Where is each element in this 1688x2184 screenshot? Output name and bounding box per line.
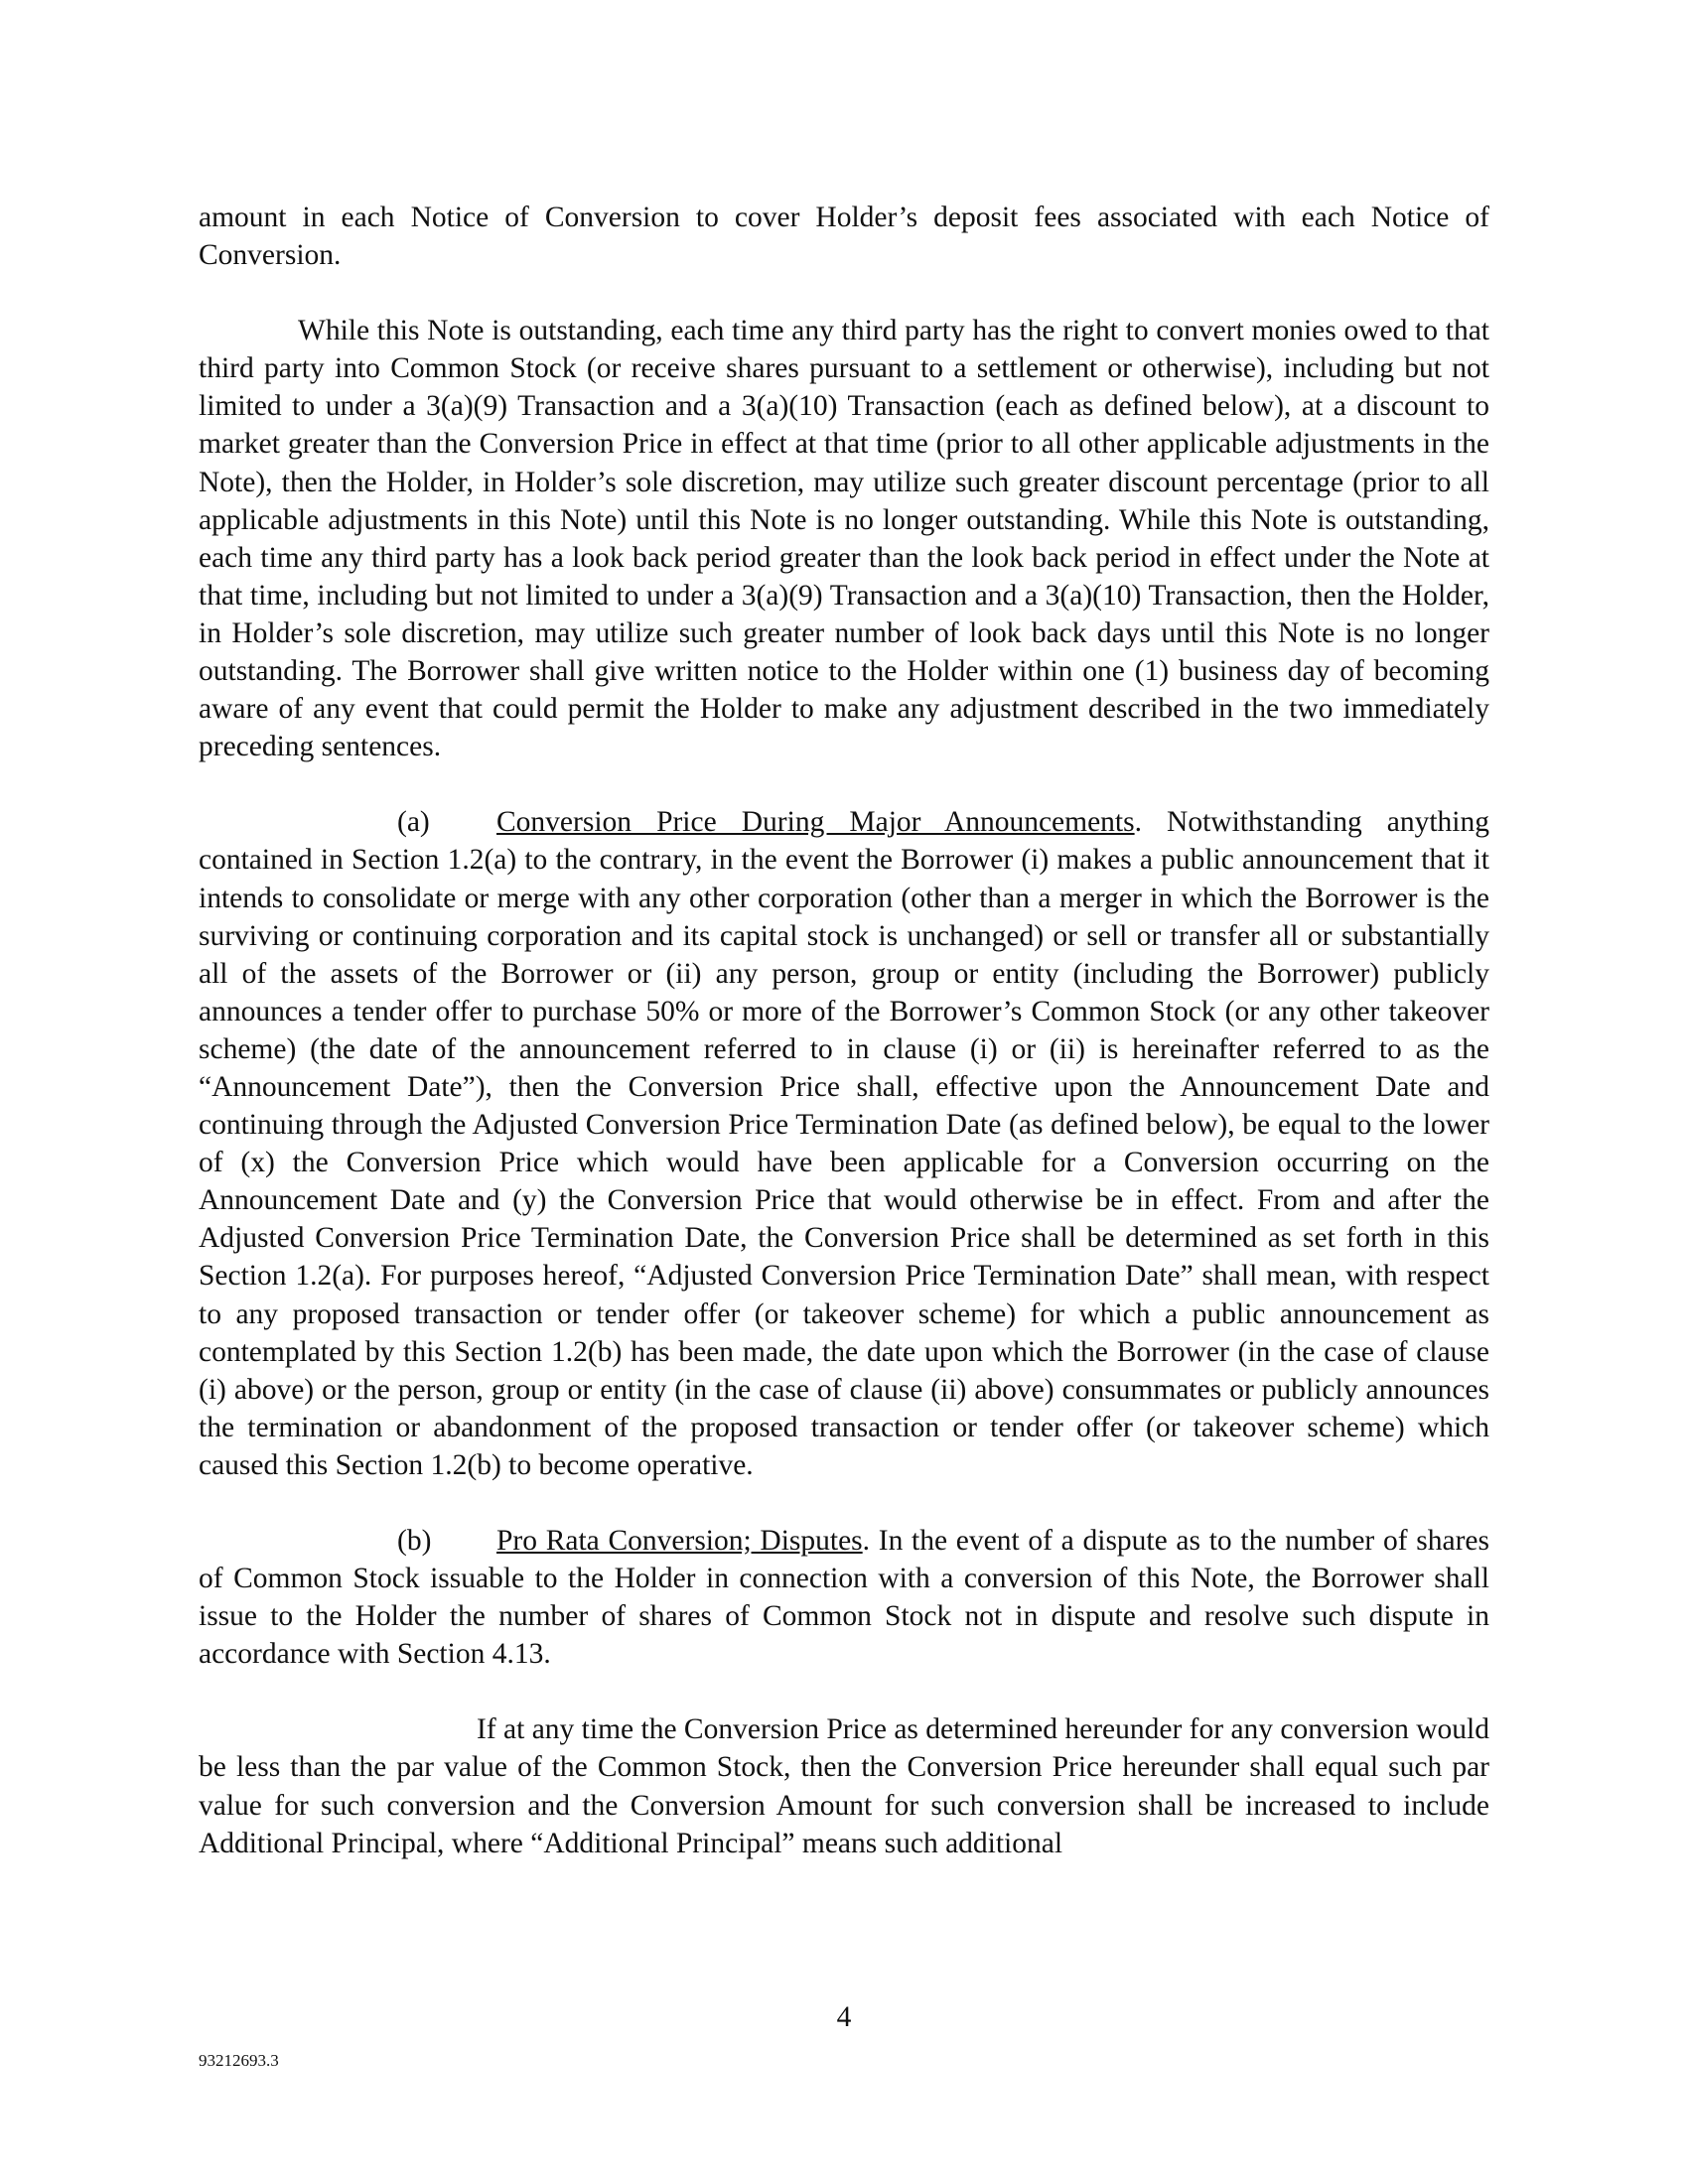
section-b-body: . In the event of a dispute as to the number of shares of Common Stock issuable to the Holder in connection with a conversion of this Note, the Borrower shall issue to the Holder the number of shares of Common Stock not in dispute and resolve such dispute in accordance with Section 4.13. — [199, 1525, 1489, 1671]
document-body — [199, 199, 1489, 1900]
paragraph-par-value: If at any time the Conversion Price as determined hereunder for any conversion would be less than the par value of the Common Stock, then the Conversion Price hereunder shall equal such par value for such conversion and the Conversion Amount for such conversion shall be increased to include Additional Principal, where “Additional Principal” means such additional — [199, 1713, 1489, 1859]
section-a-body: . Notwithstanding anything contained in Section 1.2(a) to the contrary, in the event the Borrower (i) makes a public announcement that it intends to consolidate or merge with any other corporation (other than a merger in which the Borrower is the surviving or continuing corporation and its capital stock is unchanged) or sell or transfer all or substantially all of the assets of the Borrower or (ii) any person, group or entity (including the Borrower) publicly announces a tender offer to purchase 50% or more of the Borrower’s Common Stock (or any other takeover scheme) (the date of the announcement referred to in clause (i) or (ii) is hereinafter referred to as the “Announcement Date”), then the Conversion Price shall, effective upon the Announcement Date and continuing through the Adjusted Conversion Price Termination Date (as defined below), be equal to the lower of (x) the Conversion Price which would have been applicable for a Conversion occurring on the Announcement Date and (y) the Conversion Price that would otherwise be in effect. From and after the Adjusted Conversion Price Termination Date, the Conversion Price shall be determined as set forth in this Section 1.2(a). For purposes hereof, “Adjusted Conversion Price Termination Date” shall mean, with respect to any proposed transaction or tender offer (or takeover scheme) for which a public announcement as contemplated by this Section 1.2(b) has been made, the date upon which the Borrower (in the case of clause (i) above) or the person, group or entity (in the case of clause (ii) above) consummates or publicly announces the termination or abandonment of the proposed transaction or tender offer (or takeover scheme) which caused this Section 1.2(b) to become operative. — [199, 806, 1489, 1481]
section-a-label: (a) — [397, 806, 430, 839]
section-b-label: (b) — [397, 1525, 432, 1557]
paragraph-third-party-adjustments: While this Note is outstanding, each time any third party has the right to convert monies owed to that third party into Common Stock (or receive shares pursuant to a settlement or otherwise), including but not limited to under a 3(a)(9) Transaction and a 3(a)(10) Transaction (each as defined below), at a discount to market greater than the Conversion Price in effect at that time (prior to all other applicable adjustments in the Note), then the Holder, in Holder’s sole discretion, may utilize such greater discount percentage (prior to all applicable adjustments in this Note) until this Note is no longer outstanding. While this Note is outstanding, each time any third party has a look back period greater than the look back period in effect under the Note at that time, including but not limited to under a 3(a)(9) Transaction and a 3(a)(10) Transaction, then the Holder, in Holder’s sole discretion, may utilize such greater number of look back days until this Note is no longer outstanding. The Borrower shall give written notice to the Holder within one (1) business day of becoming aware of any event that could permit the Holder to make any adjustment described in the two immediately preceding sentences. — [199, 315, 1489, 763]
document-id: 93212693.3 — [199, 2051, 279, 2070]
page-number: 4 — [836, 2001, 852, 2033]
paragraph-continuation: amount in each Notice of Conversion to cover Holder’s deposit fees associated with each Notice of Conversion. — [199, 202, 1489, 272]
section-a-paragraph — [199, 803, 1489, 1484]
section-b-paragraph — [199, 1522, 1489, 1673]
section-a-heading: Conversion Price During Major Announcements — [496, 806, 1135, 839]
section-b-heading: Pro Rata Conversion; Disputes — [496, 1525, 863, 1557]
